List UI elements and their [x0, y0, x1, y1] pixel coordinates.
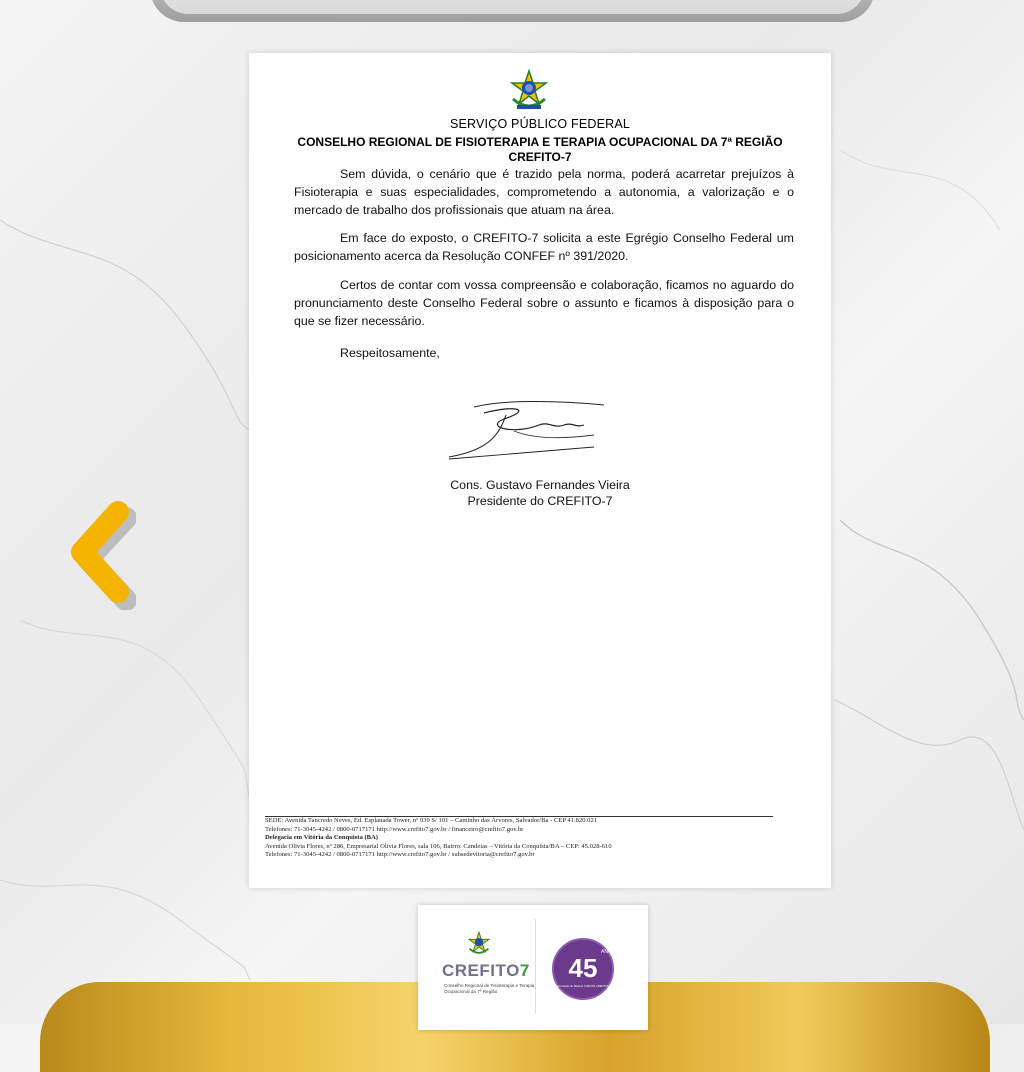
- brazil-coat-of-arms-icon: [507, 69, 551, 113]
- anniversary-badge: [551, 937, 615, 1001]
- footer-line: SEDE: Avenida Tancredo Neves, Ed. Esplanada Tower, nº 939 S/ 101 – Caminho das Árvores, Salvador/Ba - CEP 41.820.021: [265, 817, 598, 824]
- handwritten-signature: [444, 395, 609, 465]
- anniversary-label: ANOS: [601, 949, 615, 955]
- letter-page: [249, 53, 831, 888]
- anniversary-number: 45: [568, 953, 598, 983]
- top-decorative-tab-inner: [160, 0, 865, 14]
- footer-line: Telefones: 71-3045-4242 / 0800-0717171 http://www.crefito7.gov.br / subsedevitoria@crefito7.gov.br: [265, 851, 535, 859]
- paragraph-2: Em face do exposto, o CREFITO-7 solicita a este Egrégio Conselho Federal um posicionamento acerca da Resolução CONFEF nº 391/2020.: [294, 231, 794, 263]
- brand-part-1: CREFITO: [442, 961, 520, 980]
- closing-salutation: Respeitosamente,: [340, 346, 440, 360]
- letterhead-acronym: CREFITO-7: [508, 150, 572, 164]
- footer-line: Avenida Olivia Flores, nº 286, Empresarial Olivia Flores, sala 106, Bairro: Candeias – Vitória da Conquista/BA – CEP: 45.028-610: [265, 842, 612, 850]
- paragraph-1: Sem dúvida, o cenário que é trazido pela norma, poderá acarretar prejuízos à Fisioterapia e suas especialidades, comprometendo a autonomia, a valorização e o mercado de trabalho dos profissionais que atuam na área.: [294, 167, 794, 217]
- crefito-logo-card: [418, 905, 648, 1030]
- brand-part-2: 7: [519, 961, 530, 980]
- footer-line: Telefones: 71-3045-4242 / 0800-0717171 http://www.crefito7.gov.br / financeiro@crefito7.gov.br: [265, 825, 524, 833]
- anniversary-tagline: ao Criação do Sistema COFFITO-CREFITOS: [556, 985, 610, 988]
- signer-name: Cons. Gustavo Fernandes Vieira: [450, 478, 630, 492]
- chevron-left-icon[interactable]: [66, 500, 136, 610]
- letterhead-service: SERVIÇO PÚBLICO FEDERAL: [449, 117, 631, 131]
- crefito-brand: [442, 961, 530, 981]
- brand-subtitle: Conselho Regional de Fisioterapia e Terapia Ocupacional da 7ª Região: [444, 983, 535, 994]
- letterhead-council: CONSELHO REGIONAL DE FISIOTERAPIA E TERAPIA OCUPACIONAL DA 7ª REGIÃO: [297, 135, 783, 149]
- card-divider: [535, 919, 536, 1014]
- footer-line: Delegacia em Vitória da Conquista (BA): [265, 834, 379, 842]
- brazil-coat-of-arms-icon: [466, 931, 492, 957]
- letter-footer: [265, 817, 785, 860]
- signer-role: Presidente do CREFITO-7: [467, 494, 613, 508]
- paragraph-3: Certos de contar com vossa compreensão e colaboração, ficamos no aguardo do pronunciamento deste Conselho Federal sobre o assunto e ficamos à disposição para o que se fizer necessário.: [294, 278, 794, 328]
